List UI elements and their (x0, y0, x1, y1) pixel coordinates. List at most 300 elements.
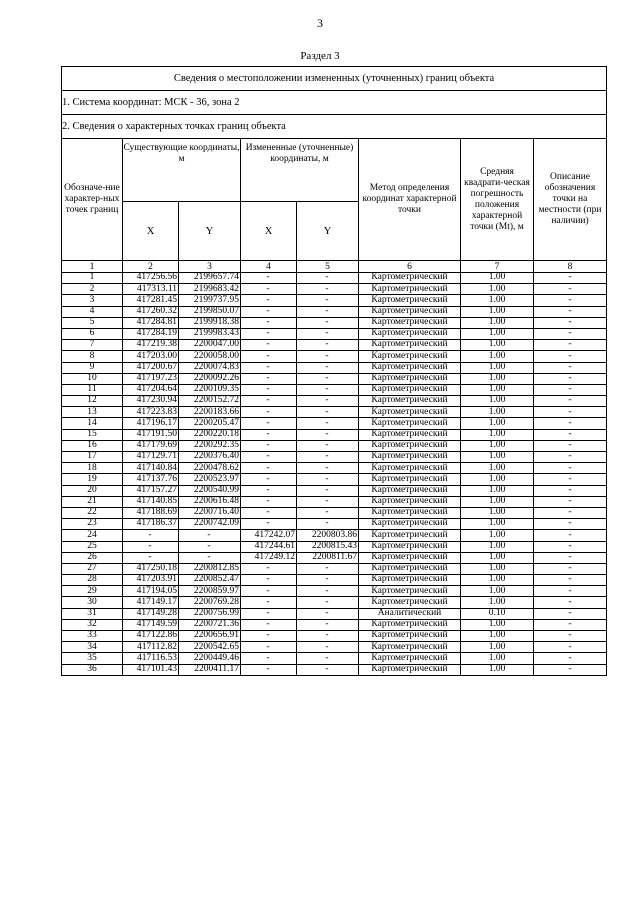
existing-x-cell: 417204.64 (123, 384, 179, 395)
table-row (62, 653, 607, 664)
accuracy-cell: 1.00 (461, 373, 534, 384)
point-id-cell: 24 (62, 530, 123, 541)
method-cell: Картометрический (359, 440, 461, 451)
point-id-cell: 25 (62, 541, 123, 552)
accuracy-cell: 1.00 (461, 507, 534, 518)
accuracy-cell: 1.00 (461, 541, 534, 552)
accuracy-cell: 1.00 (461, 496, 534, 507)
method-cell: Картометрический (359, 507, 461, 518)
existing-y-cell: 2200540.99 (179, 485, 241, 496)
method-cell: Картометрический (359, 295, 461, 306)
accuracy-cell: 1.00 (461, 619, 534, 630)
point-id-cell: 19 (62, 474, 123, 485)
changed-y-cell: - (297, 631, 359, 642)
table-row (62, 619, 607, 630)
method-cell: Картометрический (359, 328, 461, 339)
description-cell: - (534, 642, 607, 653)
method-cell: Картометрический (359, 373, 461, 384)
changed-x-cell: - (241, 351, 297, 362)
existing-x-cell: 417281.45 (123, 295, 179, 306)
method-cell: Картометрический (359, 362, 461, 373)
coord-system: 1. Система координат: МСК - 36, зона 2 (62, 91, 607, 115)
table-row (62, 631, 607, 642)
existing-y-cell: 2200478.62 (179, 463, 241, 474)
changed-x-cell: - (241, 463, 297, 474)
existing-x-cell: 417313.11 (123, 284, 179, 295)
changed-x-cell: - (241, 452, 297, 463)
point-id-cell: 36 (62, 664, 123, 675)
existing-x-cell: - (123, 552, 179, 563)
table-row (62, 295, 607, 306)
point-id-cell: 28 (62, 575, 123, 586)
existing-y-cell: 2200769.28 (179, 597, 241, 608)
accuracy-cell: 0.10 (461, 608, 534, 619)
description-cell: - (534, 507, 607, 518)
point-id-cell: 13 (62, 407, 123, 418)
existing-y-cell: 2199850.07 (179, 306, 241, 317)
existing-y-cell: 2200756.99 (179, 608, 241, 619)
header-existing: Существующие координаты, м (123, 139, 241, 202)
accuracy-cell: 1.00 (461, 575, 534, 586)
existing-y-cell: 2200205.47 (179, 418, 241, 429)
accuracy-cell: 1.00 (461, 440, 534, 451)
method-cell: Картометрический (359, 306, 461, 317)
accuracy-cell: 1.00 (461, 563, 534, 574)
table-row (62, 575, 607, 586)
accuracy-cell: 1.00 (461, 586, 534, 597)
existing-x-cell: 417179.69 (123, 440, 179, 451)
existing-y-cell: 2199983.43 (179, 328, 241, 339)
point-id-cell: 17 (62, 452, 123, 463)
point-id-cell: 1 (62, 273, 123, 284)
existing-y-cell: 2199683.42 (179, 284, 241, 295)
point-id-cell: 31 (62, 608, 123, 619)
changed-x-cell: - (241, 631, 297, 642)
existing-x-cell: 417101.43 (123, 664, 179, 675)
accuracy-cell: 1.00 (461, 530, 534, 541)
page-number: 3 (317, 16, 323, 30)
method-cell: Картометрический (359, 530, 461, 541)
description-cell: - (534, 530, 607, 541)
changed-y-cell: - (297, 429, 359, 440)
description-cell: - (534, 575, 607, 586)
existing-x-cell: - (123, 541, 179, 552)
changed-y-cell: - (297, 664, 359, 675)
method-cell: Картометрический (359, 273, 461, 284)
table-row (62, 541, 607, 552)
existing-y-cell: 2200449.46 (179, 653, 241, 664)
description-cell: - (534, 463, 607, 474)
table-row (62, 418, 607, 429)
method-cell: Картометрический (359, 631, 461, 642)
existing-y-cell: 2200616.48 (179, 496, 241, 507)
header-y-existing: Y (179, 202, 241, 261)
description-cell: - (534, 496, 607, 507)
method-cell: Картометрический (359, 284, 461, 295)
table-row (62, 642, 607, 653)
method-cell: Картометрический (359, 496, 461, 507)
changed-x-cell: - (241, 328, 297, 339)
changed-x-cell: - (241, 474, 297, 485)
accuracy-cell: 1.00 (461, 642, 534, 653)
description-cell: - (534, 351, 607, 362)
table-row (62, 664, 607, 675)
existing-x-cell: 417203.91 (123, 575, 179, 586)
description-cell: - (534, 563, 607, 574)
changed-y-cell: - (297, 642, 359, 653)
column-number: 1 (62, 261, 123, 273)
changed-y-cell: - (297, 575, 359, 586)
existing-y-cell: 2200656.91 (179, 631, 241, 642)
method-cell: Картометрический (359, 396, 461, 407)
accuracy-cell: 1.00 (461, 429, 534, 440)
column-number: 5 (297, 261, 359, 273)
existing-x-cell: 417140.84 (123, 463, 179, 474)
description-cell: - (534, 273, 607, 284)
method-cell: Картометрический (359, 317, 461, 328)
table-row (62, 328, 607, 339)
description-cell: - (534, 295, 607, 306)
changed-x-cell: 417244.61 (241, 541, 297, 552)
changed-x-cell: - (241, 384, 297, 395)
changed-x-cell: - (241, 306, 297, 317)
existing-y-cell: 2200152.72 (179, 396, 241, 407)
changed-y-cell: - (297, 373, 359, 384)
existing-x-cell: 417140.85 (123, 496, 179, 507)
method-cell: Картометрический (359, 384, 461, 395)
method-cell: Картометрический (359, 519, 461, 530)
changed-y-cell: - (297, 295, 359, 306)
table-row (62, 340, 607, 351)
description-cell: - (534, 429, 607, 440)
existing-y-cell: 2200292.35 (179, 440, 241, 451)
description-cell: - (534, 664, 607, 675)
existing-x-cell: 417194.05 (123, 586, 179, 597)
changed-x-cell: - (241, 597, 297, 608)
description-cell: - (534, 485, 607, 496)
point-id-cell: 6 (62, 328, 123, 339)
point-id-cell: 7 (62, 340, 123, 351)
existing-x-cell: 417256.56 (123, 273, 179, 284)
accuracy-cell: 1.00 (461, 418, 534, 429)
changed-x-cell: - (241, 575, 297, 586)
point-id-cell: 5 (62, 317, 123, 328)
changed-x-cell: - (241, 440, 297, 451)
existing-x-cell: 417116.53 (123, 653, 179, 664)
changed-y-cell: - (297, 507, 359, 518)
point-id-cell: 9 (62, 362, 123, 373)
point-id-cell: 27 (62, 563, 123, 574)
description-cell: - (534, 362, 607, 373)
changed-x-cell: - (241, 407, 297, 418)
accuracy-cell: 1.00 (461, 519, 534, 530)
description-cell: - (534, 653, 607, 664)
accuracy-cell: 1.00 (461, 362, 534, 373)
existing-x-cell: 417149.28 (123, 608, 179, 619)
existing-y-cell: 2200542.65 (179, 642, 241, 653)
changed-y-cell: - (297, 273, 359, 284)
existing-x-cell: 417129.71 (123, 452, 179, 463)
existing-x-cell: 417191.50 (123, 429, 179, 440)
changed-y-cell: - (297, 463, 359, 474)
method-cell: Картометрический (359, 407, 461, 418)
description-cell: - (534, 619, 607, 630)
points-header: 2. Сведения о характерных точках границ объекта (62, 115, 607, 139)
description-cell: - (534, 631, 607, 642)
table-row (62, 463, 607, 474)
table-row (62, 440, 607, 451)
changed-y-cell: - (297, 586, 359, 597)
column-number-row (62, 261, 607, 273)
changed-y-cell: - (297, 362, 359, 373)
accuracy-cell: 1.00 (461, 317, 534, 328)
existing-y-cell: 2200742.09 (179, 519, 241, 530)
point-id-cell: 29 (62, 586, 123, 597)
table-row (62, 273, 607, 284)
changed-y-cell: - (297, 328, 359, 339)
point-id-cell: 15 (62, 429, 123, 440)
point-id-cell: 16 (62, 440, 123, 451)
method-cell: Картометрический (359, 575, 461, 586)
existing-y-cell: 2200092.26 (179, 373, 241, 384)
accuracy-cell: 1.00 (461, 463, 534, 474)
header-y-changed: Y (297, 202, 359, 261)
method-cell: Картометрический (359, 463, 461, 474)
column-number: 8 (534, 261, 607, 273)
changed-x-cell: - (241, 485, 297, 496)
existing-y-cell: 2200859.97 (179, 586, 241, 597)
changed-x-cell: - (241, 507, 297, 518)
changed-x-cell: - (241, 519, 297, 530)
description-cell: - (534, 519, 607, 530)
description-cell: - (534, 597, 607, 608)
method-cell: Картометрический (359, 642, 461, 653)
table-row (62, 429, 607, 440)
table-row (62, 284, 607, 295)
existing-x-cell: 417284.19 (123, 328, 179, 339)
accuracy-cell: 1.00 (461, 351, 534, 362)
existing-y-cell: 2200376.40 (179, 452, 241, 463)
accuracy-cell: 1.00 (461, 340, 534, 351)
existing-x-cell: 417149.59 (123, 619, 179, 630)
changed-x-cell: 417242.07 (241, 530, 297, 541)
method-cell: Картометрический (359, 541, 461, 552)
method-cell: Картометрический (359, 597, 461, 608)
method-cell: Картометрический (359, 586, 461, 597)
method-cell: Картометрический (359, 452, 461, 463)
existing-y-cell: 2200523.97 (179, 474, 241, 485)
existing-y-cell: 2200852.47 (179, 575, 241, 586)
table-row (62, 474, 607, 485)
changed-y-cell: - (297, 474, 359, 485)
method-cell: Картометрический (359, 340, 461, 351)
accuracy-cell: 1.00 (461, 295, 534, 306)
changed-y-cell: - (297, 340, 359, 351)
existing-y-cell: 2200109.35 (179, 384, 241, 395)
changed-y-cell: - (297, 351, 359, 362)
table-row (62, 507, 607, 518)
existing-x-cell: 417219.38 (123, 340, 179, 351)
accuracy-cell: 1.00 (461, 273, 534, 284)
changed-y-cell: - (297, 396, 359, 407)
description-cell: - (534, 396, 607, 407)
table-body (62, 273, 607, 676)
section-title: Раздел 3 (300, 50, 340, 62)
point-id-cell: 8 (62, 351, 123, 362)
point-id-cell: 3 (62, 295, 123, 306)
boundary-points-table (61, 66, 607, 676)
existing-y-cell: 2199657.74 (179, 273, 241, 284)
column-number: 3 (179, 261, 241, 273)
existing-y-cell: 2200047.00 (179, 340, 241, 351)
changed-y-cell: - (297, 563, 359, 574)
header-designation: Обозначе-ние характер-ных точек границ (62, 139, 123, 261)
existing-y-cell: 2199737.95 (179, 295, 241, 306)
existing-y-cell: 2200721.36 (179, 619, 241, 630)
existing-x-cell: 417197.23 (123, 373, 179, 384)
accuracy-cell: 1.00 (461, 284, 534, 295)
changed-x-cell: - (241, 642, 297, 653)
method-cell: Картометрический (359, 429, 461, 440)
changed-y-cell: - (297, 384, 359, 395)
changed-x-cell: - (241, 418, 297, 429)
header-x-changed: X (241, 202, 297, 261)
existing-y-cell: 2199918.38 (179, 317, 241, 328)
description-cell: - (534, 474, 607, 485)
existing-y-cell: 2200812.85 (179, 563, 241, 574)
method-cell: Картометрический (359, 563, 461, 574)
table-row (62, 530, 607, 541)
existing-x-cell: 417122.86 (123, 631, 179, 642)
changed-y-cell: - (297, 485, 359, 496)
table-row (62, 373, 607, 384)
point-id-cell: 32 (62, 619, 123, 630)
method-cell: Картометрический (359, 418, 461, 429)
header-changed: Измененные (уточненные) координаты, м (241, 139, 359, 202)
accuracy-cell: 1.00 (461, 407, 534, 418)
accuracy-cell: 1.00 (461, 597, 534, 608)
existing-y-cell: 2200183.66 (179, 407, 241, 418)
changed-x-cell: - (241, 273, 297, 284)
existing-y-cell: - (179, 552, 241, 563)
changed-y-cell: - (297, 418, 359, 429)
method-cell: Картометрический (359, 474, 461, 485)
existing-y-cell: - (179, 541, 241, 552)
accuracy-cell: 1.00 (461, 474, 534, 485)
table-row (62, 485, 607, 496)
point-id-cell: 30 (62, 597, 123, 608)
existing-y-cell: 2200220.18 (179, 429, 241, 440)
table-row (62, 362, 607, 373)
changed-x-cell: - (241, 340, 297, 351)
changed-x-cell: - (241, 362, 297, 373)
point-id-cell: 23 (62, 519, 123, 530)
changed-y-cell: - (297, 407, 359, 418)
table-row (62, 563, 607, 574)
point-id-cell: 11 (62, 384, 123, 395)
table-row (62, 396, 607, 407)
accuracy-cell: 1.00 (461, 452, 534, 463)
point-id-cell: 26 (62, 552, 123, 563)
existing-x-cell: 417230.94 (123, 396, 179, 407)
changed-x-cell: - (241, 317, 297, 328)
changed-y-cell: 2200811.67 (297, 552, 359, 563)
method-cell: Картометрический (359, 664, 461, 675)
method-cell: Картометрический (359, 619, 461, 630)
existing-x-cell: 417188.69 (123, 507, 179, 518)
existing-y-cell: 2200716.40 (179, 507, 241, 518)
point-id-cell: 21 (62, 496, 123, 507)
changed-y-cell: 2200815.43 (297, 541, 359, 552)
description-cell: - (534, 328, 607, 339)
changed-x-cell: - (241, 396, 297, 407)
table-row (62, 306, 607, 317)
changed-y-cell: - (297, 440, 359, 451)
table-row (62, 351, 607, 362)
description-cell: - (534, 373, 607, 384)
existing-y-cell: - (179, 530, 241, 541)
changed-y-cell: - (297, 496, 359, 507)
existing-x-cell: 417200.67 (123, 362, 179, 373)
changed-x-cell: - (241, 586, 297, 597)
method-cell: Картометрический (359, 351, 461, 362)
changed-x-cell: - (241, 496, 297, 507)
changed-y-cell: - (297, 306, 359, 317)
description-cell: - (534, 317, 607, 328)
point-id-cell: 10 (62, 373, 123, 384)
point-id-cell: 12 (62, 396, 123, 407)
table-row (62, 407, 607, 418)
column-number: 6 (359, 261, 461, 273)
existing-x-cell: 417203.00 (123, 351, 179, 362)
point-id-cell: 22 (62, 507, 123, 518)
existing-x-cell: 417250.18 (123, 563, 179, 574)
point-id-cell: 20 (62, 485, 123, 496)
column-number: 7 (461, 261, 534, 273)
existing-x-cell: - (123, 530, 179, 541)
changed-y-cell: - (297, 317, 359, 328)
existing-x-cell: 417112.82 (123, 642, 179, 653)
point-id-cell: 2 (62, 284, 123, 295)
method-cell: Аналитический (359, 608, 461, 619)
existing-x-cell: 417223.83 (123, 407, 179, 418)
changed-x-cell: - (241, 653, 297, 664)
description-cell: - (534, 586, 607, 597)
changed-x-cell: - (241, 429, 297, 440)
changed-y-cell: - (297, 608, 359, 619)
header-accuracy: Средняя квадрати-ческая погрешность положения характерной точки (Mt), м (461, 139, 534, 261)
changed-x-cell: - (241, 664, 297, 675)
column-number: 4 (241, 261, 297, 273)
table-row (62, 452, 607, 463)
changed-y-cell: - (297, 284, 359, 295)
changed-x-cell: 417249.12 (241, 552, 297, 563)
table-row (62, 552, 607, 563)
accuracy-cell: 1.00 (461, 396, 534, 407)
point-id-cell: 4 (62, 306, 123, 317)
existing-y-cell: 2200074.83 (179, 362, 241, 373)
existing-x-cell: 417196.17 (123, 418, 179, 429)
existing-x-cell: 417284.81 (123, 317, 179, 328)
description-cell: - (534, 608, 607, 619)
accuracy-cell: 1.00 (461, 485, 534, 496)
column-number: 2 (123, 261, 179, 273)
point-id-cell: 14 (62, 418, 123, 429)
changed-y-cell: - (297, 653, 359, 664)
existing-y-cell: 2200411.17 (179, 664, 241, 675)
changed-x-cell: - (241, 295, 297, 306)
changed-y-cell: - (297, 519, 359, 530)
